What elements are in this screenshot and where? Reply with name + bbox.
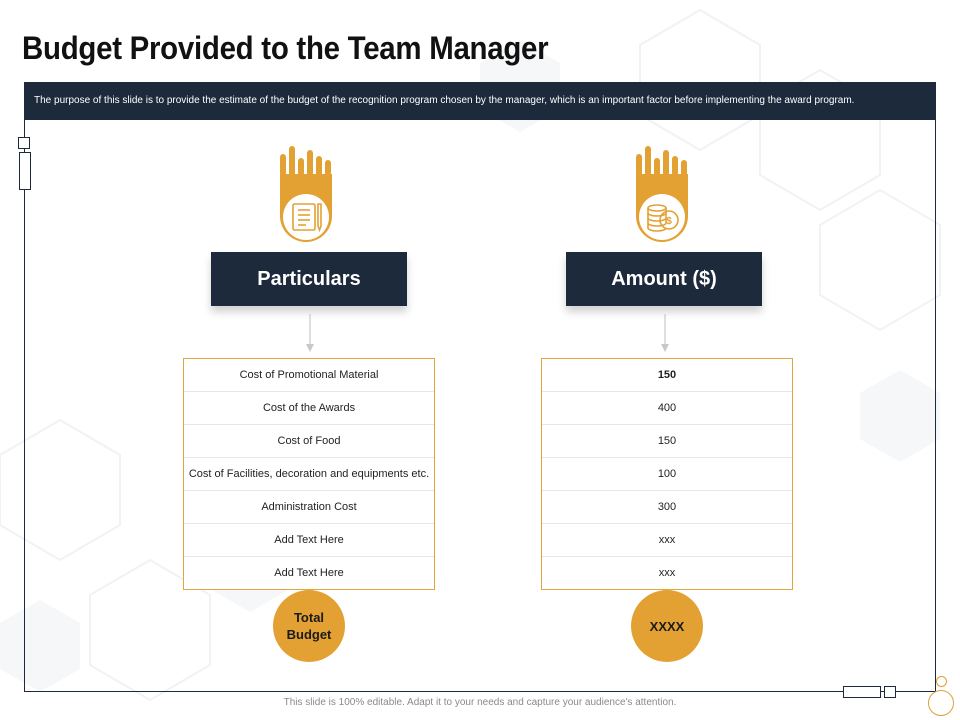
table-row: Cost of Facilities, decoration and equipments etc. <box>184 458 434 491</box>
total-budget-label-line1: Total <box>293 610 325 625</box>
footer-note: This slide is 100% editable. Adapt it to your needs and capture your audience's attention. <box>283 697 677 708</box>
table-row: 150 <box>542 425 792 458</box>
frame-handle-square <box>18 137 30 149</box>
table-row: 100 <box>542 458 792 491</box>
total-budget-label-line2: Budget <box>286 627 332 642</box>
total-amount-label: XXXX <box>649 618 685 634</box>
amount-table <box>541 358 793 590</box>
table-row: Cost of the Awards <box>184 392 434 425</box>
decorative-circle-small <box>936 676 947 687</box>
table-row: xxx <box>658 567 676 579</box>
amount-header: Amount ($) <box>566 252 762 306</box>
table-row: Cost of Food <box>184 425 434 458</box>
description-banner: The purpose of this slide is to provide the estimate of the budget of the recognition program chosen by the manager, which is an important factor before implementing the award program. <box>24 82 936 120</box>
frame-handle-bar-bottom <box>843 686 881 698</box>
table-row: 400 <box>542 392 792 425</box>
coins-dollar-icon <box>632 144 692 246</box>
particulars-header: Particulars <box>211 252 407 306</box>
total-amount-circle <box>631 590 703 662</box>
svg-text:$: $ <box>666 216 672 227</box>
table-row: xxx <box>542 524 792 557</box>
frame-handle-square-bottom <box>884 686 896 698</box>
frame-handle-bar <box>19 152 31 190</box>
table-row: Cost of Promotional Material <box>184 359 434 392</box>
table-row: 300 <box>542 491 792 524</box>
slide-title: Budget Provided to the Team Manager <box>22 30 549 66</box>
table-row: Administration Cost <box>184 491 434 524</box>
table-row: 150 <box>542 359 792 392</box>
decorative-circle-large <box>928 690 954 716</box>
particulars-table <box>183 358 435 590</box>
arrow-down-icon <box>305 314 315 354</box>
table-row: Add Text Here <box>274 567 344 579</box>
table-row: Add Text Here <box>184 524 434 557</box>
arrow-down-icon <box>660 314 670 354</box>
checklist-document-icon <box>276 144 336 246</box>
content-frame <box>24 120 936 692</box>
total-budget-circle <box>273 590 345 662</box>
